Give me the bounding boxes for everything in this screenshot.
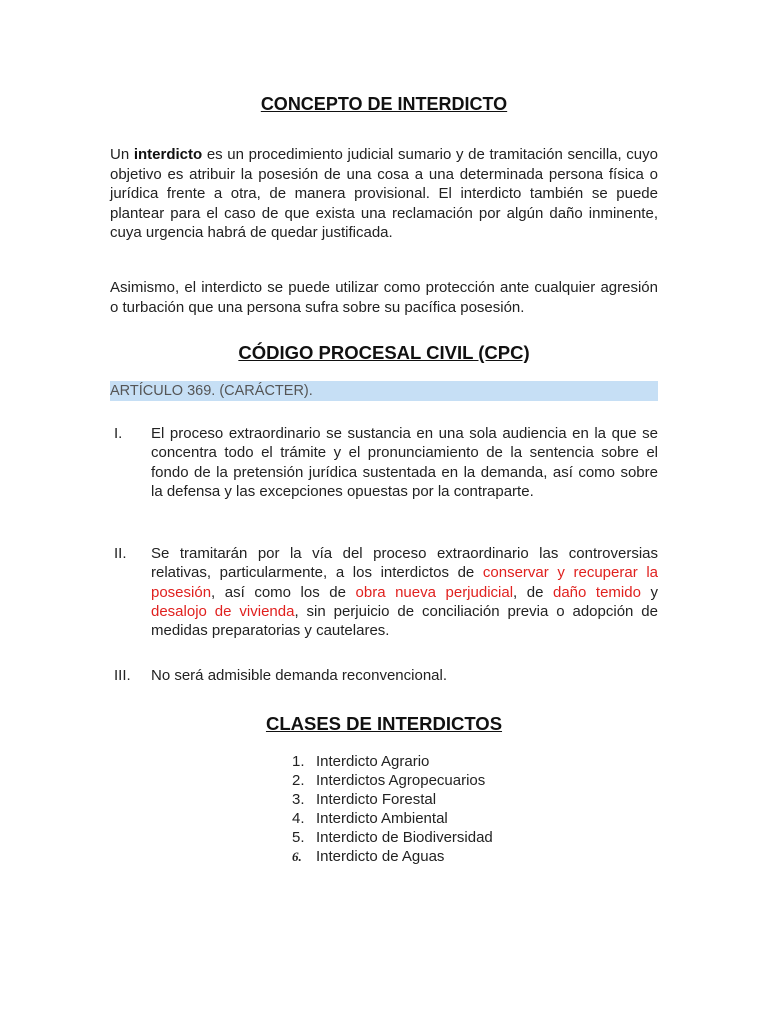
list-number: 1. [292,753,305,770]
list-label: Interdicto de Biodiversidad [316,829,493,846]
list-label: Interdicto Forestal [316,791,437,808]
list-number: 5. [292,829,305,846]
red-term-posesion: conservar y recuperar la posesión [151,564,658,601]
text-segment: , sin perjuicio de conciliación previa o adopción de medidas preparatorias y cautelares. [151,602,658,640]
para1-bold-term: interdicto [133,146,203,163]
article-highlight: ARTÍCULO 369. (CARÁCTER). [110,381,658,401]
paragraph-definition [110,145,658,243]
list-number: 6. [292,849,302,864]
list-label: Interdicto Ambiental [316,810,448,827]
heading-concepto: CONCEPTO DE INTERDICTO [260,94,508,114]
list-item [292,847,493,866]
list-label: Interdictos Agropecuarios [316,772,486,789]
list-item [292,771,493,790]
list-item [292,828,493,847]
list-number: 2. [292,772,305,789]
heading-clases: CLASES DE INTERDICTOS [265,713,503,734]
item-text: No será admisible demanda reconvencional. [151,667,448,684]
list-label: Interdicto Agrario [316,753,430,770]
list-item [292,790,493,809]
list-number: 3. [292,791,305,808]
list-item-i [114,424,658,501]
red-term-desalojo: desalojo de vivienda [151,602,295,620]
text-segment: , así como los de [211,583,356,601]
text-segment: y [640,583,659,601]
para1-rest: es un procedimiento judicial sumario y de tramitación sencilla, cuyo objetivo es atribuir la posesión de una cosa a una determinada persona física o jurídica frente a otra, de manera provisional. El interdicto también se puede plantear para el caso de que exista una reclamación por algún daño inminente, cuya urgencia habrá de quedar justificada. [110,146,658,241]
heading-cpc: CÓDIGO PROCESAL CIVIL (CPC) [238,342,530,363]
item-number: II. [114,545,127,562]
clases-list [292,752,493,866]
para1-prefix: Un [110,146,134,163]
list-item [292,752,493,771]
text-segment: , de [513,583,553,601]
text-segment: Se tramitarán por la vía del proceso extraordinario las controversias relativas, particularmente, a los interdictos de [151,545,658,582]
item-text: El proceso extraordinario se sustancia en una sola audiencia en la que se concentra todo el trámite y el pronunciamiento de la sentencia sobre el fondo de la pretensión jurídica sustentada en la demanda, así como sobre la defensa y las excepciones opuestas por la contraparte. [151,425,658,500]
red-term-dano-temido: daño temido [553,583,641,601]
item-number: I. [114,425,123,442]
red-term-obra-nueva: obra nueva perjudicial [355,583,514,601]
list-label: Interdicto de Aguas [316,848,445,865]
item-text [151,544,658,640]
list-item [292,809,493,828]
list-number: 4. [292,810,305,827]
list-item-iii [114,666,658,685]
paragraph-asimismo: Asimismo, el interdicto se puede utilizar como protección ante cualquier agresión o turbación que una persona sufra sobre su pacífica posesión. [110,279,658,316]
item-number: III. [114,667,131,684]
list-item-ii [114,544,658,640]
